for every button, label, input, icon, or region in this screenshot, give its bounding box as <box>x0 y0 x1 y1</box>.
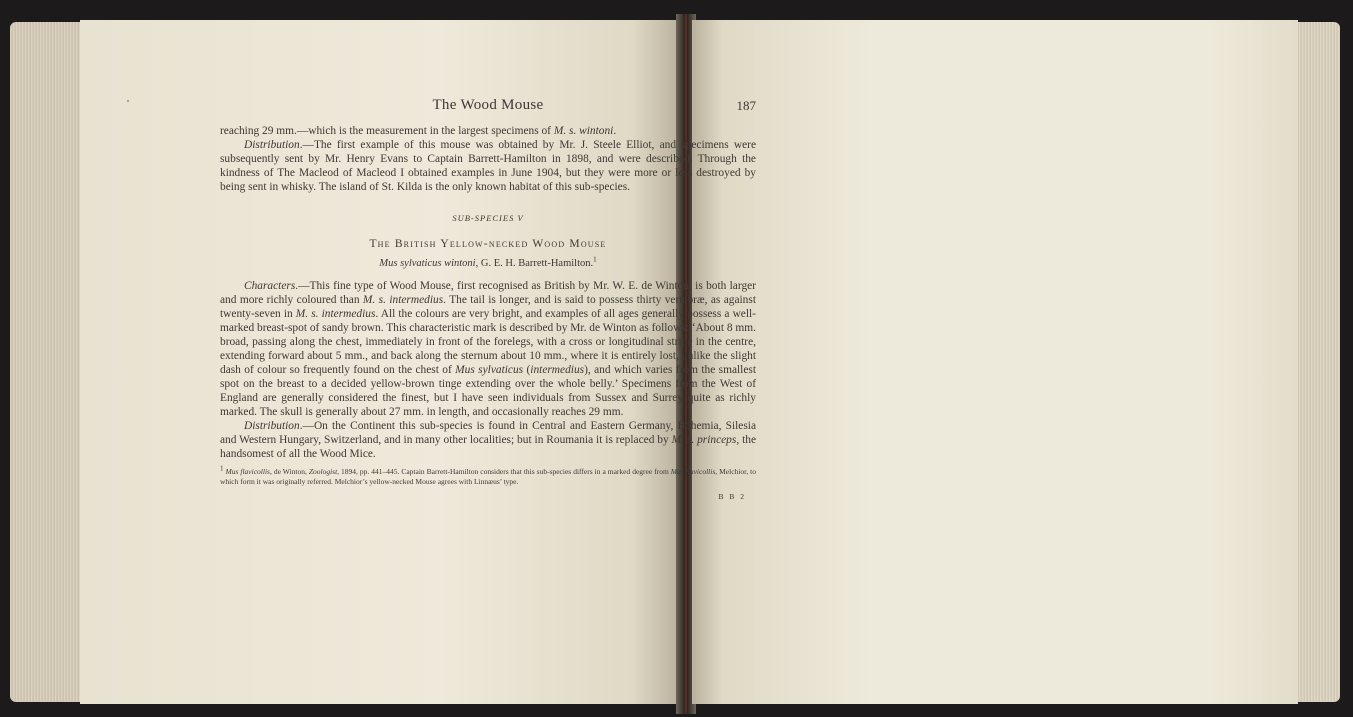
running-head <box>220 98 756 118</box>
page-speck <box>127 100 129 102</box>
paragraph-characters: Characters.—This fine type of Wood Mouse, first recognised as British by Mr. W. E. de Winton, is both larger and more richly coloured than M. s. intermedius. The tail is longer, and is said to possess thirty vertebræ, as against twenty-seven in M. s. intermedius. All the colours are very bright, and examples of all ages generally possess a well-marked breast-spot of sandy brown. This characteristic mark is described by Mr. de Winton as follows: ‘About 8 mm. broad, passing along the chest, immediately in front of the forelegs, with a cross or longitudinal stripe in the centre, extending forward about 5 mm., and back along the sternum about 10 mm., where it is entirely lost, unlike the slight dash of colour so frequently found on the chest of Mus sylvaticus (intermedius), and which varies from the smallest spot on the breast to a decided yellow-brown tinge extending over the whole belly.’ Specimens from the West of England are generally considered the finest, but I have seen individuals from Sussex and Surrey quite as richly marked. The skull is generally about 27 mm. in length, and occasionally reaches 29 mm. <box>220 280 756 418</box>
left-page-edges <box>10 22 90 702</box>
right-page <box>692 20 1298 704</box>
paragraph-continuation: reaching 29 mm.—which is the measurement in the largest specimens of M. s. wintoni. <box>220 125 617 137</box>
scientific-name: Mus sylvaticus wintoni, G. E. H. Barrett-Hamilton.$^1$ <box>379 255 597 269</box>
page-number: 187 <box>736 98 756 113</box>
footnote: $^1$ Mus flavicollis, de Winton, Zoologist, 1894, pp. 441–445. Captain Barrett-Hamilton considers that this sub-species differs in a marked degree from Mus flavicollis, Melchior, to which form it was originally referred. Melchior’s yellow-necked Mouse agrees with Linnæus’ type. <box>220 464 756 486</box>
subspecies-heading: The British Yellow-necked Wood Mouse <box>369 238 607 250</box>
paragraph-distribution-1: Distribution.—The first example of this mouse was obtained by Mr. J. Steele Elliot, and specimens were subsequently sent by Mr. Henry Evans to Captain Barrett-Hamilton in 1898, and were described. Through the kindness of The Macleod of Macleod I obtained examples in June 1904, but they were more or less destroyed by being sent in whisky. The island of St. Kilda is the only known habitat of this sub-species. <box>220 139 756 193</box>
subspecies-label: SUB-SPECIES V <box>452 213 524 223</box>
signature-mark: B B 2 <box>718 492 746 501</box>
page-content <box>220 98 756 504</box>
running-title: The Wood Mouse <box>432 97 544 113</box>
paragraph-distribution-2: Distribution.—On the Continent this sub-species is found in Central and Eastern Germany, Bohemia, Silesia and Western Hungary, Switzerland, and in many other localities; but in Roumania it is replaced by M. s. princeps, the handsomest of all the Wood Mice. <box>220 420 756 460</box>
